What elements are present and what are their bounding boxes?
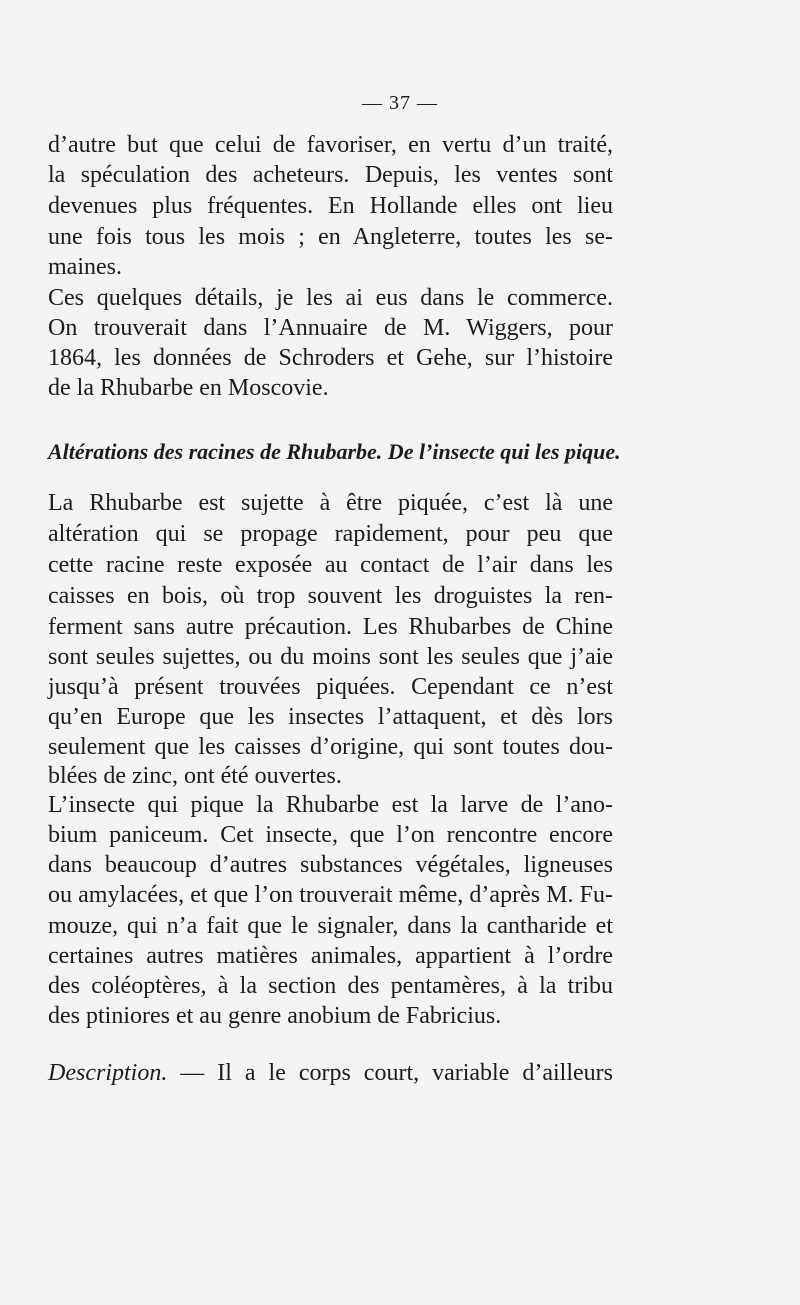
paragraph-3-line-4: caisses en bois, où trop souvent les droguistes la ren- — [48, 583, 613, 609]
paragraph-4-line-8: des ptiniores et au genre anobium de Fabricius. — [48, 1003, 502, 1029]
paragraph-3-line-8: qu’en Europe que les insectes l’attaquent, et dès lors — [48, 704, 613, 730]
paragraph-1-line-5: maines. — [48, 254, 122, 280]
paragraph-1-line-4: une fois tous les mois ; en Angleterre, toutes les se- — [48, 224, 613, 250]
section-heading: Altérations des racines de Rhubarbe. De l’insecte qui les pique. — [48, 439, 621, 464]
paragraph-3-line-7: jusqu’à présent trouvées piquées. Cependant ce n’est — [48, 674, 613, 700]
paragraph-2-line-4: de la Rhubarbe en Moscovie. — [48, 375, 329, 401]
paragraph-4-line-7: des coléoptères, à la section des pentamères, à la tribu — [48, 973, 613, 999]
paragraph-4-line-6: certaines autres matières animales, appartient à l’ordre — [48, 943, 613, 969]
paragraph-4-line-4: ou amylacées, et que l’on trouverait même, d’après M. Fu- — [48, 882, 613, 908]
paragraph-2-line-1: Ces quelques détails, je les ai eus dans le commerce. — [48, 285, 613, 311]
paragraph-3-line-10: blées de zinc, ont été ouvertes. — [48, 763, 342, 789]
paragraph-3-line-9: seulement que les caisses d’origine, qui sont toutes dou- — [48, 734, 613, 760]
paragraph-4-line-3: dans beaucoup d’autres substances végétales, ligneuses — [48, 852, 613, 878]
description-line — [48, 1058, 613, 1088]
paragraph-3-line-1: La Rhubarbe est sujette à être piquée, c’est là une — [48, 490, 613, 516]
description-text: — Il a le corps court, variable d’ailleurs — [167, 1060, 613, 1086]
paragraph-1-line-1: d’autre but que celui de favoriser, en vertu d’un traité, — [48, 132, 613, 158]
description-label: Description. — [48, 1060, 168, 1086]
paragraph-1-line-3: devenues plus fréquentes. En Hollande elles ont lieu — [48, 193, 613, 219]
paragraph-4-line-1: L’insecte qui pique la Rhubarbe est la larve de l’ano- — [48, 792, 613, 818]
paragraph-3-line-5: ferment sans autre précaution. Les Rhubarbes de Chine — [48, 614, 613, 640]
paragraph-3-line-6: sont seules sujettes, ou du moins sont les seules que j’aie — [48, 644, 613, 670]
paragraph-3-line-2: altération qui se propage rapidement, pour peu que — [48, 521, 613, 547]
paragraph-3-line-3: cette racine reste exposée au contact de l’air dans les — [48, 552, 613, 578]
paragraph-4-line-5: mouze, qui n’a fait que le signaler, dans la cantharide et — [48, 913, 613, 939]
page-number: — 37 — — [362, 92, 438, 114]
paragraph-2-line-3: 1864, les données de Schroders et Gehe, sur l’histoire — [48, 345, 613, 371]
paragraph-1-line-2: la spéculation des acheteurs. Depuis, les ventes sont — [48, 162, 613, 188]
paragraph-4-line-2: bium paniceum. Cet insecte, que l’on rencontre encore — [48, 822, 613, 848]
paragraph-2-line-2: On trouverait dans l’Annuaire de M. Wiggers, pour — [48, 315, 613, 341]
